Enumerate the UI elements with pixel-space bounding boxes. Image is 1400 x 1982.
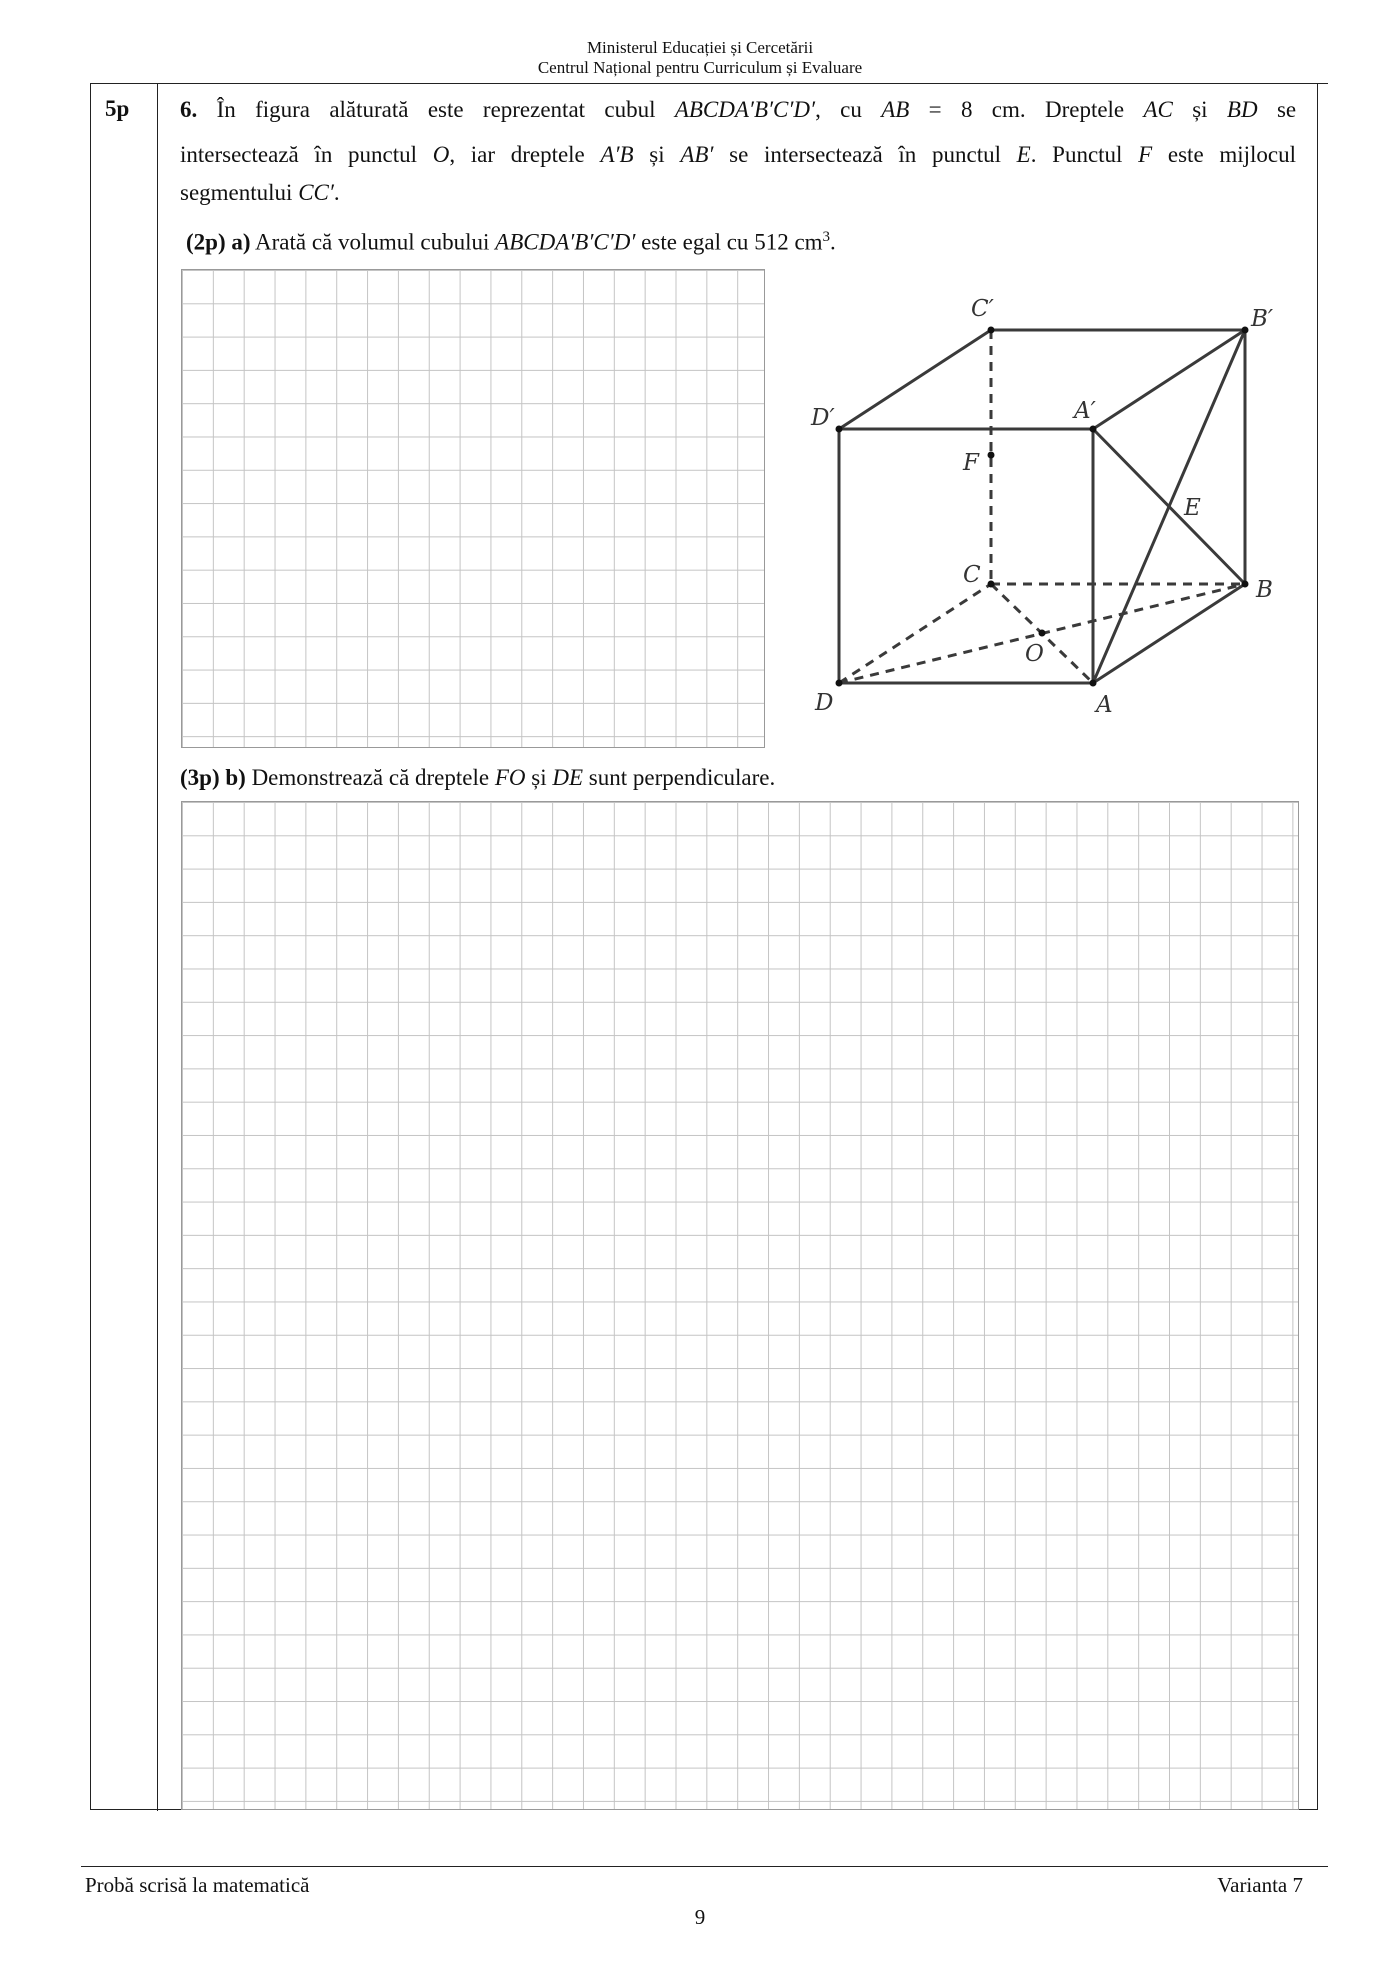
point-bp	[1242, 327, 1249, 334]
point-c	[988, 581, 995, 588]
cube-figure	[770, 285, 1290, 725]
text: se	[1276, 97, 1297, 122]
label-e: E	[1184, 495, 1201, 521]
answer-grid-b[interactable]	[181, 801, 1299, 1810]
part-b-points: (3p) b)	[180, 765, 246, 790]
math-apb: A′B	[600, 142, 634, 167]
label-bp: B′	[1251, 306, 1274, 332]
point-d	[836, 680, 843, 687]
page-number: 9	[694, 1905, 706, 1929]
footer-rule	[81, 1866, 1328, 1867]
text: intersectează în punctul	[180, 142, 417, 167]
part-b-statement	[180, 763, 1296, 793]
point-a	[1090, 680, 1097, 687]
math-ac: AC	[1143, 97, 1173, 122]
text: . Dreptele	[1019, 97, 1125, 122]
text: segmentului	[180, 180, 293, 205]
math-ccp: CC′	[298, 180, 334, 205]
math-e: E	[1016, 142, 1031, 167]
label-f: F	[963, 450, 979, 476]
math-de: DE	[552, 765, 584, 790]
label-ap: A′	[1074, 398, 1096, 424]
edge-dp-cp	[839, 330, 991, 429]
text: sunt perpendiculare.	[588, 765, 776, 790]
segment-ap-b	[1093, 429, 1245, 584]
header-center: Centrul Național pentru Curriculum și Evaluare	[537, 58, 863, 77]
problem-number: 6.	[180, 97, 198, 122]
problem-line-3	[180, 178, 1296, 208]
math-o: O	[432, 142, 450, 167]
math-f: F	[1138, 142, 1153, 167]
edge-d-c	[839, 584, 991, 683]
point-dp	[836, 426, 843, 433]
text: , iar dreptele	[449, 142, 585, 167]
text: . Punctul	[1030, 142, 1123, 167]
point-o	[1039, 630, 1046, 637]
part-a-points: (2p) a)	[186, 229, 251, 255]
text: este egal cu	[641, 229, 749, 255]
point-f	[988, 452, 995, 459]
volume-exponent: 3	[822, 229, 831, 245]
text: și	[649, 142, 665, 167]
point-b	[1242, 581, 1249, 588]
footer-exam-title: Probă scrisă la matematică	[85, 1873, 310, 1897]
text: Demonstrează că dreptele	[251, 765, 490, 790]
label-o: O	[1025, 641, 1044, 667]
volume-value: 512 cm	[754, 229, 823, 255]
cube-name: ABCDA′B′C′D′	[674, 97, 816, 122]
problem-line-1	[180, 95, 1296, 125]
answer-grid-a[interactable]	[181, 269, 765, 748]
footer-variant: Varianta 7	[1217, 1873, 1303, 1897]
text: și	[531, 765, 547, 790]
math-fo: FO	[494, 765, 526, 790]
text: Arată că volumul cubului	[255, 229, 490, 255]
column-separator	[157, 83, 158, 1811]
text: , cu	[815, 97, 862, 122]
text: .	[333, 180, 340, 205]
label-b: B	[1256, 577, 1273, 603]
page-header	[0, 38, 1400, 78]
point-ap	[1090, 426, 1097, 433]
label-dp: D′	[811, 405, 835, 431]
label-cp: C′	[971, 296, 994, 322]
text: În figura alăturată este reprezentat cubul	[216, 97, 656, 122]
cube-name: ABCDA′B′C′D′	[495, 229, 636, 255]
point-cp	[988, 327, 995, 334]
text: .	[830, 229, 836, 255]
text: și	[1192, 97, 1208, 122]
label-d: D	[815, 690, 834, 716]
math-abp: AB′	[680, 142, 714, 167]
problem-points: 5p	[105, 96, 130, 121]
problem-line-2	[180, 140, 1296, 170]
text: este mijlocul	[1167, 142, 1296, 167]
label-c: C	[963, 562, 981, 588]
part-a-statement	[186, 222, 1302, 258]
label-a: A	[1096, 692, 1113, 718]
math-bd: BD	[1226, 97, 1258, 122]
math-eq: = 8 cm	[928, 97, 1020, 122]
header-ministry: Ministerul Educației și Cercetării	[586, 38, 814, 57]
text: se intersectează în punctul	[729, 142, 1001, 167]
math-ab: AB	[881, 97, 910, 122]
